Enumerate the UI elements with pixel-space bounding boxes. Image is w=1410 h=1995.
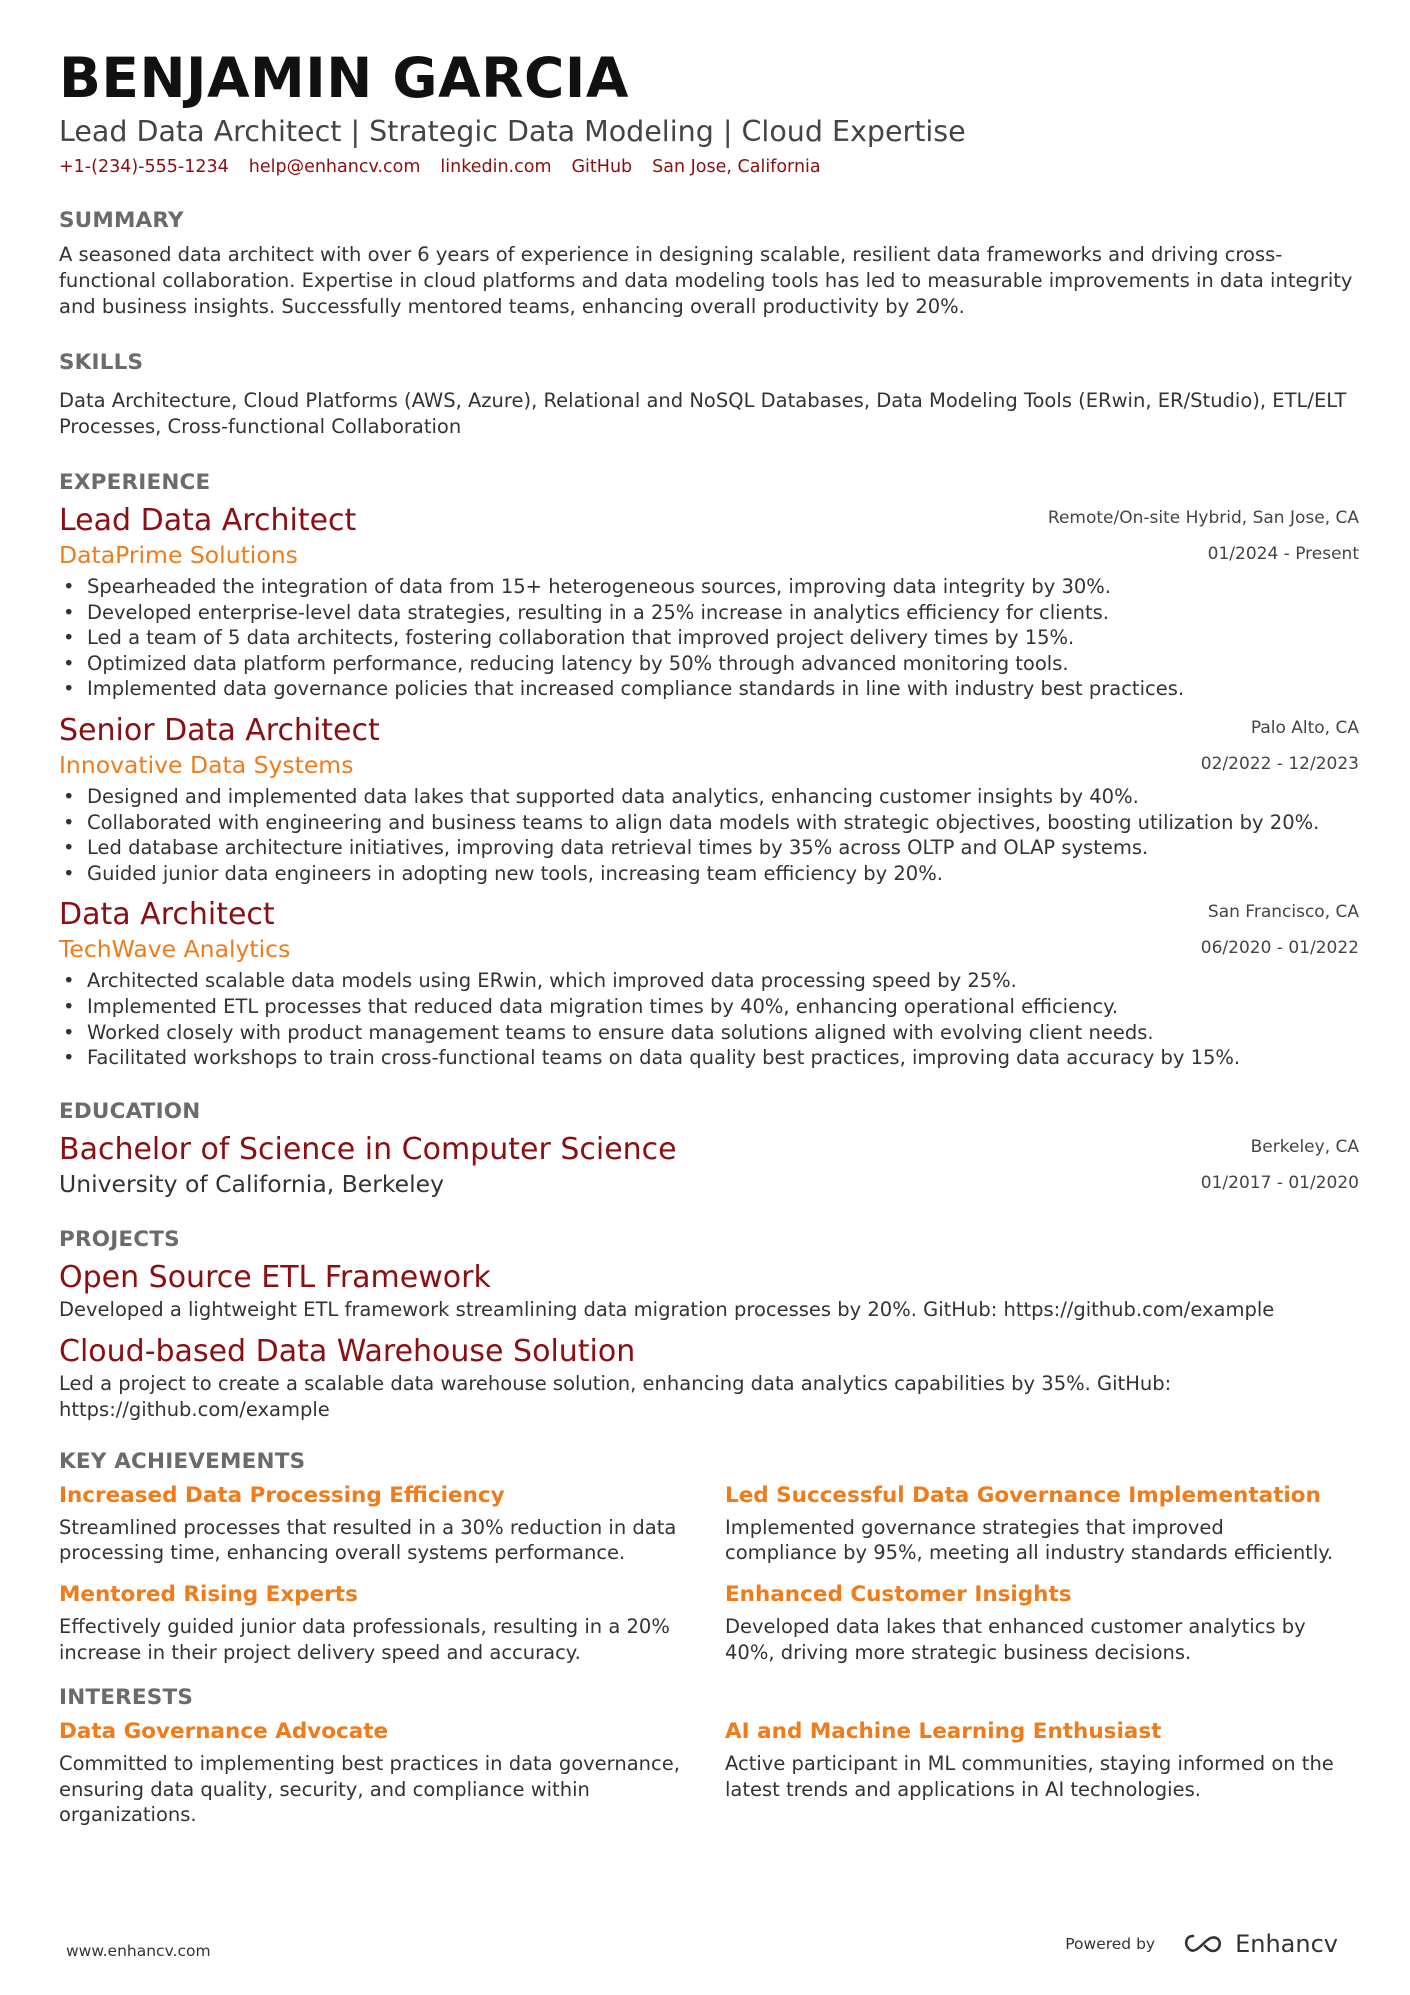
- contact-email[interactable]: help@enhancv.com: [248, 157, 421, 177]
- footer-website[interactable]: www.enhancv.com: [66, 1942, 211, 1960]
- achievements-grid: [59, 1481, 1359, 1679]
- list-item: • Guided junior data engineers in adopting new tools, increasing team efficiency by 20%.: [59, 861, 1359, 887]
- list-item: • Worked closely with product management teams to ensure data solutions aligned with evolving client needs.: [59, 1020, 1359, 1046]
- project-text: Developed a lightweight ETL framework streamlining data migration processes by 20%. GitHub: https://github.com/example: [59, 1297, 1275, 1321]
- project-title: Open Source ETL Framework: [59, 1259, 491, 1295]
- education-degree: Bachelor of Science in Computer Science: [59, 1131, 677, 1167]
- interests-grid: [59, 1717, 1359, 1842]
- education-entry: [59, 1131, 1359, 1199]
- experience-heading: EXPERIENCE: [59, 470, 211, 495]
- interests-heading: INTERESTS: [59, 1685, 194, 1711]
- list-item: • Implemented data governance policies that increased compliance standards in line with industry best practices.: [59, 676, 1359, 702]
- education-dates: 01/2017 - 01/2020: [1200, 1172, 1359, 1193]
- projects-heading: PROJECTS: [59, 1226, 180, 1252]
- contact-phone[interactable]: +1-(234)-555-1234: [59, 157, 229, 177]
- brand-name: Enhancv: [1235, 1930, 1338, 1958]
- list-item: • Designed and implemented data lakes that supported data analytics, enhancing customer insights by 40%.: [59, 784, 1359, 810]
- job-dates: 06/2020 - 01/2022: [1200, 938, 1359, 959]
- interest-text: Committed to implementing best practices in data governance, ensuring data quality, security, and compliance within organizations.: [59, 1752, 680, 1827]
- list-item: • Collaborated with engineering and business teams to align data models with strategic objectives, boosting utilization by 20%.: [59, 810, 1359, 836]
- project-entry: [59, 1259, 1359, 1323]
- job-bullets: [59, 574, 1359, 702]
- job-bullets: [59, 968, 1359, 1070]
- list-item: • Spearheaded the integration of data from 15+ heterogeneous sources, improving data integrity by 30%.: [59, 574, 1359, 600]
- education-location: Berkeley, CA: [1250, 1136, 1359, 1157]
- candidate-name: BENJAMIN GARCIA: [59, 46, 629, 110]
- achievement-title: Mentored Rising Experts: [59, 1581, 358, 1607]
- achievement-text: Implemented governance strategies that improved compliance by 95%, meeting all industry standards efficiently.: [725, 1515, 1334, 1565]
- interest-item: [725, 1717, 1359, 1828]
- project-entry: [59, 1333, 1359, 1423]
- achievement-item: [59, 1481, 725, 1566]
- list-item: • Led database architecture initiatives, improving data retrieval times by 35% across OLTP and OLAP systems.: [59, 835, 1359, 861]
- job-entry: [59, 502, 1359, 702]
- job-dates: 02/2022 - 12/2023: [1200, 753, 1359, 774]
- list-item: • Architected scalable data models using ERwin, which improved data processing speed by 25%.: [59, 968, 1359, 994]
- job-dates: 01/2024 - Present: [1207, 544, 1359, 564]
- achievement-title: Led Successful Data Governance Implementation: [725, 1482, 1321, 1508]
- achievement-title: Increased Data Processing Efficiency: [59, 1482, 505, 1508]
- list-item: • Facilitated workshops to train cross-functional teams on data quality best practices, improving data accuracy by 15%.: [59, 1045, 1359, 1071]
- project-title: Cloud-based Data Warehouse Solution: [59, 1333, 636, 1369]
- job-entry: [59, 896, 1359, 1070]
- job-location: Palo Alto, CA: [1250, 717, 1359, 738]
- summary-heading: SUMMARY: [59, 208, 184, 233]
- education-heading: EDUCATION: [59, 1098, 201, 1124]
- interest-item: [59, 1717, 725, 1828]
- contact-location: San Jose, California: [652, 157, 821, 177]
- job-company: TechWave Analytics: [59, 935, 291, 964]
- skills-heading: SKILLS: [59, 350, 144, 375]
- job-entry: [59, 712, 1359, 886]
- tagline: Lead Data Architect | Strategic Data Modeling | Cloud Expertise: [59, 115, 966, 148]
- achievement-text: Streamlined processes that resulted in a 30% reduction in data processing time, enhancing overall systems performance.: [59, 1515, 677, 1565]
- job-company: Innovative Data Systems: [59, 750, 354, 779]
- achievement-text: Effectively guided junior data professionals, resulting in a 20% increase in their project delivery speed and accuracy.: [59, 1614, 670, 1664]
- list-item: • Led a team of 5 data architects, fostering collaboration that improved project delivery times by 15%.: [59, 625, 1359, 651]
- job-title: Data Architect: [59, 897, 275, 933]
- interest-text: Active participant in ML communities, staying informed on the latest trends and applications in AI technologies.: [725, 1752, 1334, 1801]
- achievement-item: [725, 1481, 1359, 1566]
- summary-text: A seasoned data architect with over 6 years of experience in designing scalable, resilient data frameworks and driving cross-functional collaboration. Expertise in cloud platforms and data modeling tools has led to measurable improvements in data integrity and business insights. Successfully mentored teams, enhancing overall productivity by 20%.: [59, 243, 1353, 318]
- skills-text: Data Architecture, Cloud Platforms (AWS, Azure), Relational and NoSQL Databases, Data Modeling Tools (ERwin, ER/Studio), ETL/ELT Processes, Cross-functional Collaboration: [59, 389, 1347, 438]
- interest-title: AI and Machine Learning Enthusiast: [725, 1719, 1162, 1745]
- achievement-text: Developed data lakes that enhanced customer analytics by 40%, driving more strategic business decisions.: [725, 1614, 1306, 1664]
- achievements-heading: KEY ACHIEVEMENTS: [59, 1448, 306, 1474]
- job-location: San Francisco, CA: [1207, 902, 1359, 923]
- list-item: • Developed enterprise-level data strategies, resulting in a 25% increase in analytics efficiency for clients.: [59, 600, 1359, 626]
- achievement-title: Enhanced Customer Insights: [725, 1581, 1072, 1607]
- footer-branding: [1065, 1930, 1338, 1958]
- interest-title: Data Governance Advocate: [59, 1719, 389, 1745]
- achievement-item: [59, 1580, 725, 1665]
- achievement-item: [725, 1580, 1359, 1665]
- enhancv-logo-icon: [1181, 1932, 1225, 1956]
- brand-logo[interactable]: [1181, 1930, 1338, 1958]
- job-bullets: [59, 784, 1359, 886]
- list-item: • Implemented ETL processes that reduced data migration times by 40%, enhancing operational efficiency.: [59, 994, 1359, 1020]
- job-title: Lead Data Architect: [59, 503, 357, 538]
- powered-by-label: Powered by: [1065, 1935, 1156, 1953]
- job-title: Senior Data Architect: [59, 712, 380, 748]
- contact-row: [59, 154, 1359, 180]
- list-item: • Optimized data platform performance, reducing latency by 50% through advanced monitoring tools.: [59, 651, 1359, 677]
- job-location: Remote/On-site Hybrid, San Jose, CA: [1047, 508, 1359, 528]
- job-company: DataPrime Solutions: [59, 541, 298, 569]
- project-text: Led a project to create a scalable data warehouse solution, enhancing data analytics capabilities by 35%. GitHub: https://github.com/example: [59, 1371, 1172, 1421]
- resume-page: [59, 44, 1359, 1842]
- contact-linkedin[interactable]: linkedin.com: [440, 157, 552, 177]
- contact-github[interactable]: GitHub: [571, 157, 633, 177]
- education-school: University of California, Berkeley: [59, 1169, 445, 1198]
